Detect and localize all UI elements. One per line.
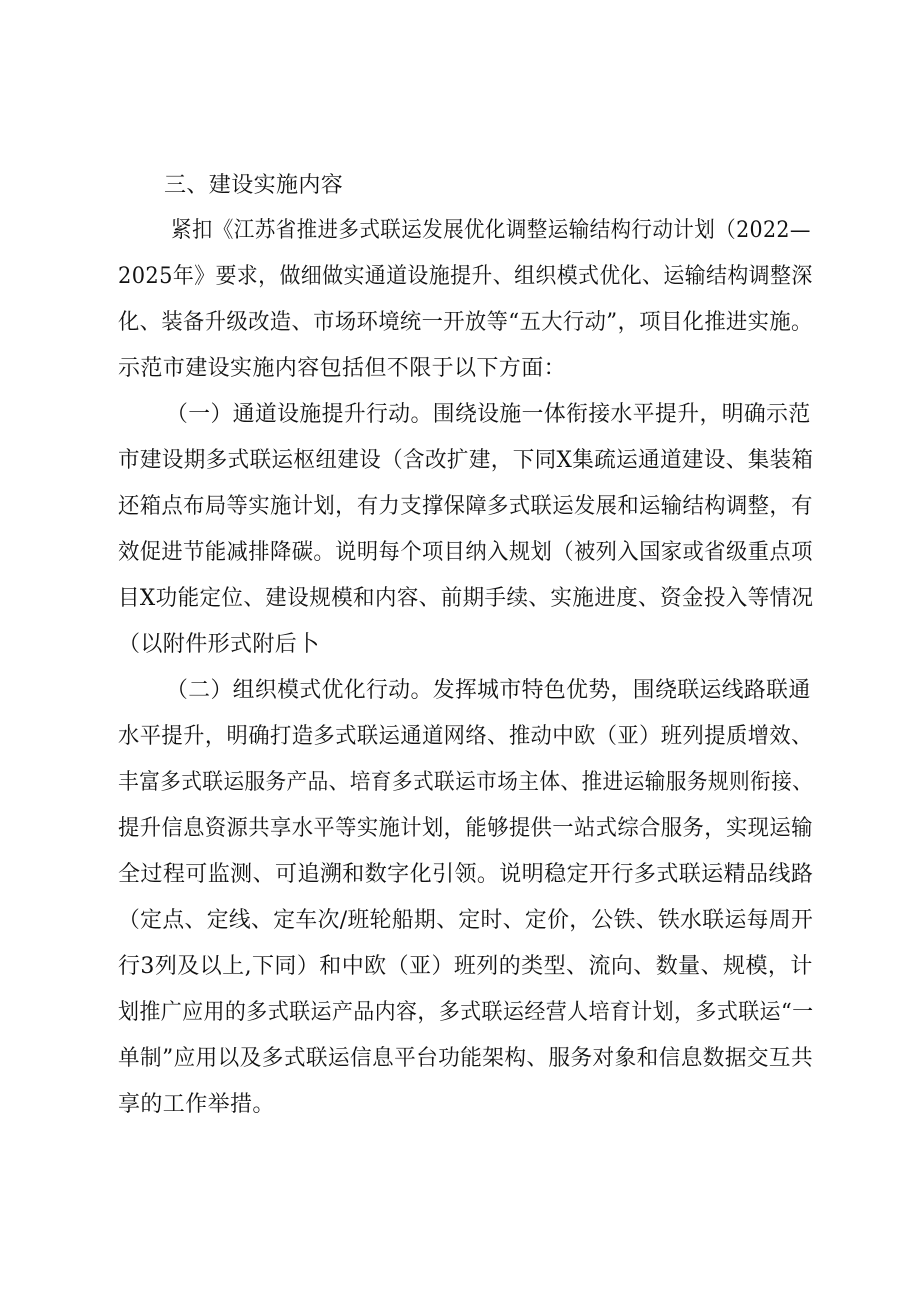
- text-line: （以附件形式附后卜: [118, 632, 320, 657]
- text-line: 化、装备升级改造、市场环境统一开放等“五大行动”，项目化推进实施。: [118, 310, 813, 335]
- text-line: 目X功能定位、建设规模和内容、前期手续、实施进度、资金投入等情况: [118, 586, 814, 611]
- text-line: 划推广应用的多式联运产品内容，多式联运经营人培育计划，多式联运“一: [118, 1000, 814, 1025]
- section-heading: 三、建设实施内容: [164, 173, 344, 198]
- text-line: 全过程可监测、可追溯和数字化引领。说明稳定开行多式联运精品线路: [118, 862, 814, 887]
- text-line: 享的工作举措。: [118, 1092, 275, 1117]
- text-line: 行3列及以上,下同）和中欧（亚）班列的类型、流向、数量、规模，计: [118, 954, 813, 979]
- text-line: （二）组织模式优化行动。发挥城市特色优势，围绕联运线路联通: [166, 678, 811, 703]
- text-line: 示范市建设实施内容包括但不限于以下方面：: [118, 356, 567, 381]
- text-line: 丰富多式联运服务产品、培育多式联运市场主体、推进运输服务规则衔接、: [118, 770, 814, 795]
- text-line: 紧扣《江苏省推进多式联运发展优化调整运输结构行动计划（2022—: [171, 218, 811, 243]
- text-line: （定点、定线、定车次/班轮船期、定时、定价，公铁、铁水联运每周开: [118, 908, 814, 933]
- text-line: 水平提升，明确打造多式联运通道网络、推动中欧（亚）班列提质增效、: [118, 724, 813, 749]
- text-line: 效促进节能减排降碳。说明每个项目纳入规划（被列入国家或省级重点项: [118, 540, 813, 565]
- text-line: 市建设期多式联运枢纽建设（含改扩建，下同X集疏运通道建设、集装箱: [118, 448, 814, 473]
- text-line: 提升信息资源共享水平等实施计划，能够提供一站式综合服务，实现运输: [118, 816, 813, 841]
- text-line: 还箱点布局等实施计划，有力支撑保障多式联运发展和运输结构调整，有: [118, 494, 813, 519]
- text-line: 单制”应用以及多式联运信息平台功能架构、服务对象和信息数据交互共: [118, 1046, 814, 1071]
- text-line: 2025年》要求，做细做实通道设施提升、组织模式优化、运输结构调整深: [118, 264, 813, 289]
- text-line: （一）通道设施提升行动。围绕设施一体衔接水平提升，明确示范: [166, 402, 811, 427]
